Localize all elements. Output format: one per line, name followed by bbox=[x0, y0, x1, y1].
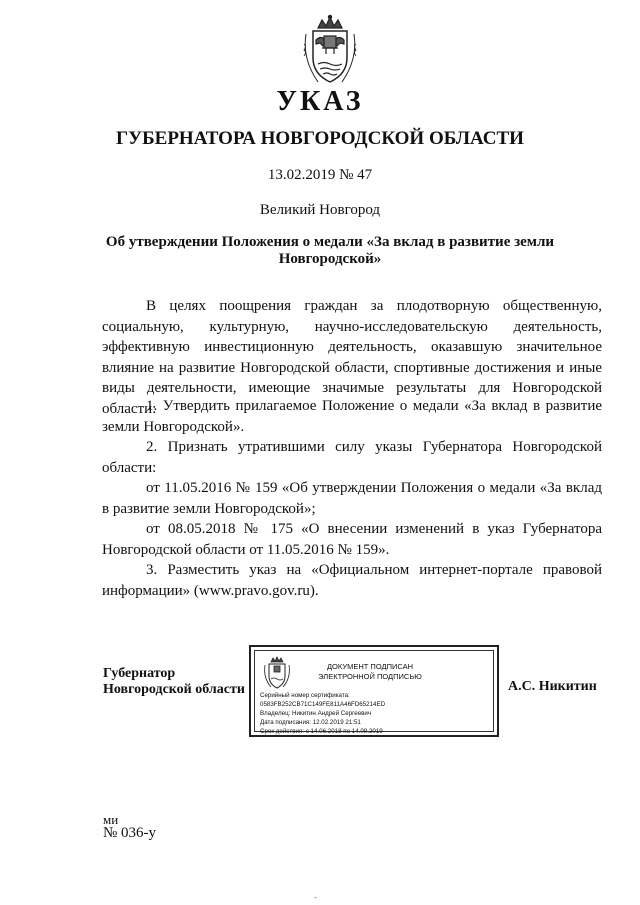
signer-position-line1: Губернатор bbox=[103, 666, 176, 681]
stamp-coat-of-arms-icon bbox=[262, 656, 292, 690]
stamp-inner-frame bbox=[254, 650, 494, 735]
electronic-signature-stamp bbox=[249, 645, 499, 737]
item-2b-paragraph: от 08.05.2018 № 175 «О внесении изменений в указ Губернатора Новгородской области от 11.05.2016 № 159». bbox=[102, 521, 602, 558]
stamp-title bbox=[295, 662, 445, 682]
issuer-title: ГУБЕРНАТОРА НОВГОРОДСКОЙ ОБЛАСТИ bbox=[116, 128, 524, 149]
document-subject: Об утверждении Положения о медали «За вклад в развитие земли Новгородской» bbox=[105, 234, 555, 267]
stamp-validity: Срок действия: с 14.06.2018 по 14.09.2019 bbox=[260, 728, 383, 735]
stamp-cert-number: 0583FB252CB71C149FE811A46FD65214ED bbox=[260, 701, 386, 708]
stamp-title-line1: ДОКУМЕНТ ПОДПИСАН bbox=[326, 662, 414, 671]
stamp-details bbox=[260, 691, 385, 736]
city: Великий Новгород bbox=[259, 202, 381, 218]
signer-position-line2: Новгородской области bbox=[103, 682, 245, 697]
signer-name: А.С. Никитин bbox=[508, 679, 597, 694]
item-1-paragraph: 1. Утвердить прилагаемое Положение о медали «За вклад в развитие земли Новгородской». bbox=[102, 398, 602, 435]
item-2-paragraph: 2. Признать утратившими силу указы Губернатора Новгородской области: bbox=[102, 439, 602, 476]
coat-of-arms-icon bbox=[300, 14, 360, 88]
item-2a-paragraph: от 11.05.2016 № 159 «Об утверждении Положения о медали «За вклад в развитие земли Новгородской»; bbox=[102, 480, 602, 517]
stamp-cert-label: Серийный номер сертификата: bbox=[260, 692, 350, 699]
stamp-title-line2: ЭЛЕКТРОННОЙ ПОДПИСЬЮ bbox=[318, 672, 422, 681]
page-mark: - bbox=[314, 893, 317, 902]
date-and-number: 13.02.2019 № 47 bbox=[267, 167, 373, 183]
item-3-paragraph: 3. Разместить указ на «Официальном интернет-портале правовой информации» (www.pravo.gov.ru). bbox=[102, 562, 602, 599]
registry-number: № 036-у bbox=[103, 825, 157, 841]
signer-position bbox=[103, 666, 245, 698]
preamble-paragraph: В целях поощрения граждан за плодотворную общественную, социальную, культурную, научно-исследовательскую деятельность, эффективную инвестиционную деятельность, оказавшую значительное влияние на развитие Новгородской области, спортивные достижения и иные виды деятельности, имеющие значимые результаты для Новгородской области: bbox=[102, 298, 602, 417]
executor-initials: ми bbox=[103, 812, 119, 827]
stamp-owner: Владелец: Никитин Андрей Сергеевич bbox=[260, 710, 372, 717]
stamp-signed-date: Дата подписания: 12.02.2019 21:51 bbox=[260, 719, 361, 726]
document-title: УКАЗ bbox=[276, 86, 364, 117]
